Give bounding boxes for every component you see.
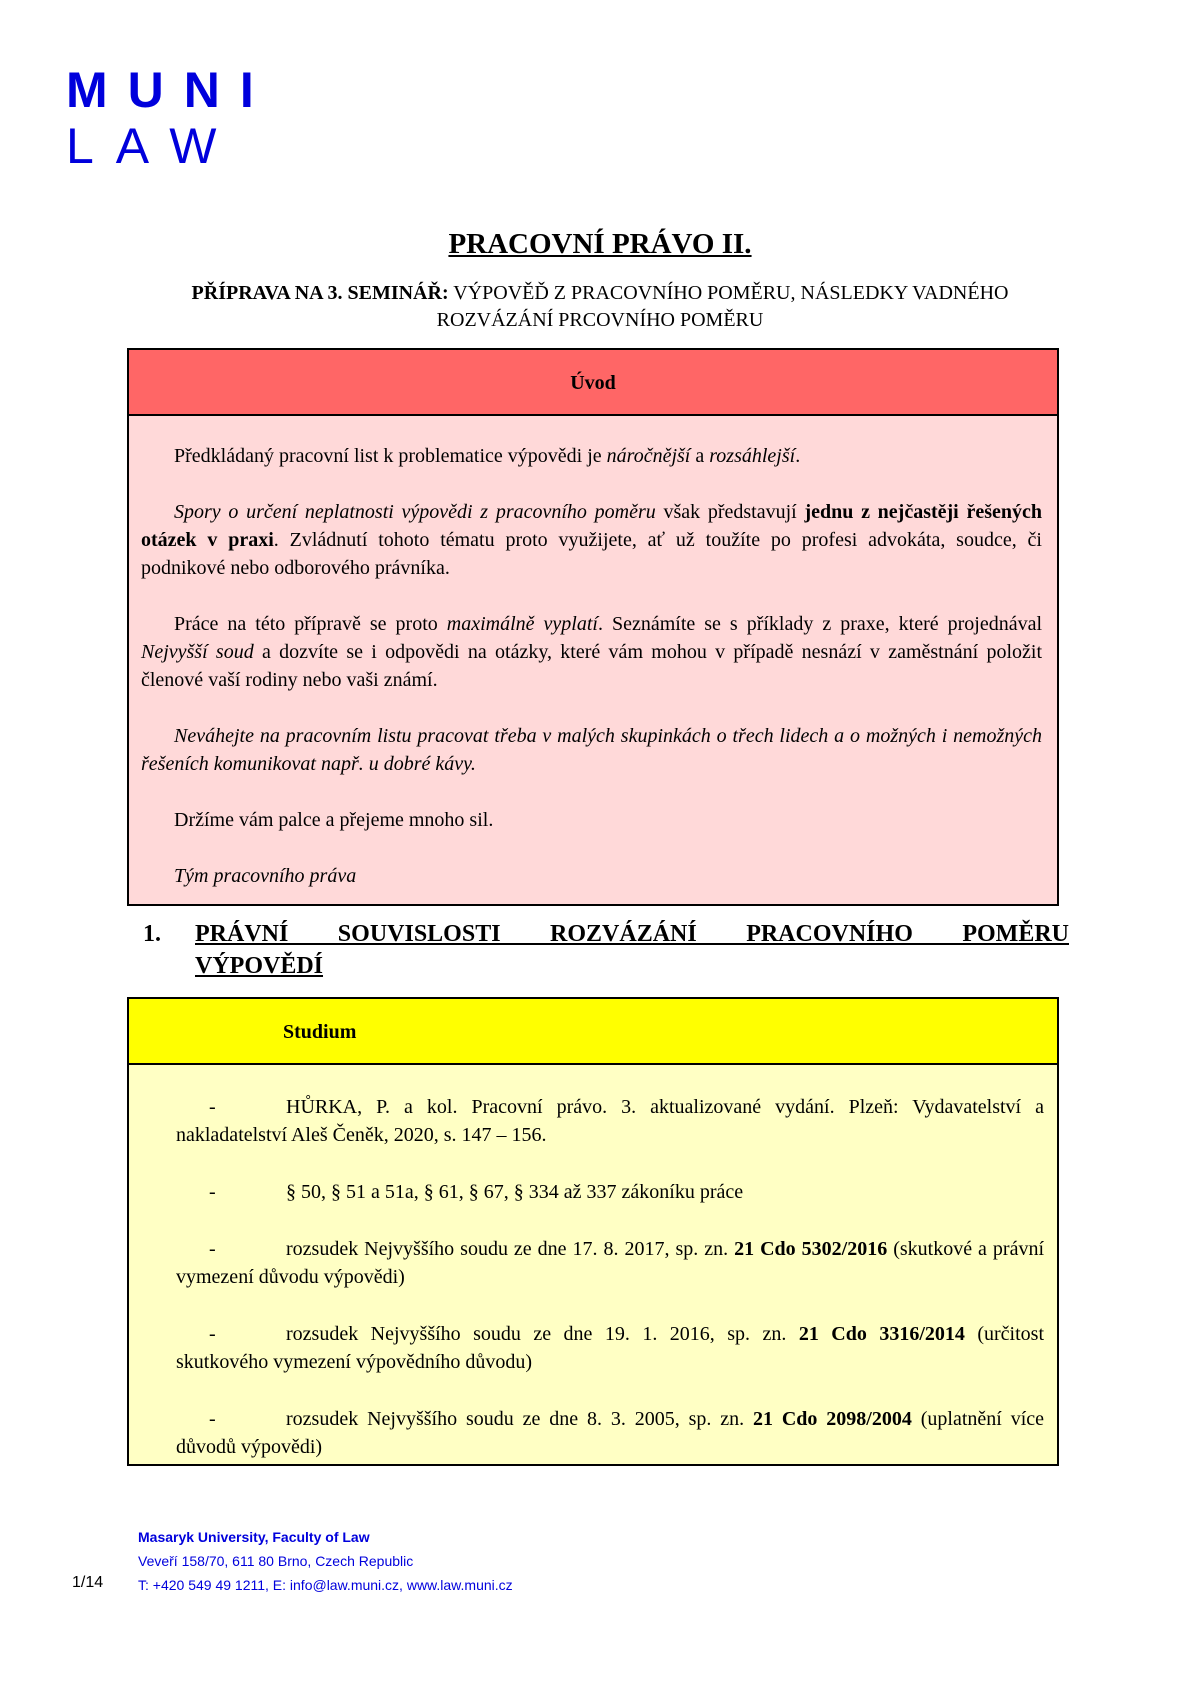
intro-paragraph-1: Předkládaný pracovní list k problematice výpovědi je náročnější a rozsáhlejší. — [174, 445, 801, 467]
study-box — [127, 997, 1059, 1466]
page-number: 1/14 — [72, 1574, 104, 1591]
footer-address: Veveří 158/70, 611 80 Brno, Czech Republic — [138, 1553, 414, 1569]
study-item: - rozsudek Nejvyššího soudu ze dne 8. 3. 2005, sp. zn. 21 Cdo 2098/2004 (uplatnění více důvodů výpovědi) — [176, 1408, 1044, 1458]
study-item: - § 50, § 51 a 51a, § 61, § 67, § 334 až 337 zákoníku práce — [209, 1181, 744, 1203]
intro-box — [127, 348, 1059, 906]
study-item: - rozsudek Nejvyššího soudu ze dne 17. 8. 2017, sp. zn. 21 Cdo 5302/2016 (skutkové a právní vymezení důvodu výpovědi) — [176, 1238, 1044, 1288]
subtitle-rest: VÝPOVĚĎ Z PRACOVNÍHO POMĚRU, NÁSLEDKY VADNÉHO ROZVÁZÁNÍ PRCOVNÍHO POMĚRU — [436, 282, 1009, 331]
footer-contact: T: +420 549 49 1211, E: info@law.muni.cz, www.law.muni.cz — [138, 1577, 513, 1593]
study-item: - HŮRKA, P. a kol. Pracovní právo. 3. aktualizované vydání. Plzeň: Vydavatelství a nakladatelství Aleš Čeněk, 2020, s. 147 – 156. — [176, 1096, 1044, 1146]
intro-paragraph-2: Spory o určení neplatnosti výpovědi z pracovního poměru však představují jednu z nejčastěji řešených otázek v praxi. Zvládnutí tohoto tématu proto využijete, ať už toužíte po profesi advokáta, soudce, či podnikové nebo odborového právníka. — [141, 501, 1042, 579]
intro-heading: Úvod — [129, 350, 1057, 416]
section-1-title-line-2: VÝPOVĚDÍ — [195, 953, 324, 979]
section-1-title-line-1: PRÁVNÍ SOUVISLOSTI ROZVÁZÁNÍ PRACOVNÍHO POMĚRU — [195, 921, 1069, 947]
footer — [138, 1525, 513, 1597]
section-1-heading — [143, 918, 1069, 982]
logo-line-muni: MUNI — [66, 62, 274, 118]
document-subtitle — [150, 280, 1050, 334]
intro-paragraph-4: Neváhejte na pracovním listu pracovat třeba v malých skupinkách o třech lidech a o možných i nemožných řešeních komunikovat např. u dobré kávy. — [141, 725, 1042, 775]
study-item: - rozsudek Nejvyššího soudu ze dne 19. 1. 2016, sp. zn. 21 Cdo 3316/2014 (určitost skutkového vymezení výpovědního důvodu) — [176, 1323, 1045, 1373]
muni-law-logo — [66, 62, 274, 174]
intro-paragraph-5: Držíme vám palce a přejeme mnoho sil. — [174, 809, 494, 831]
footer-organization: Masaryk University, Faculty of Law — [138, 1529, 370, 1545]
study-heading: Studium — [129, 999, 1057, 1065]
intro-paragraph-3: Práce na této přípravě se proto maximálně vyplatí. Seznámíte se s příklady z praxe, které projednával Nejvyšší soud a dozvíte se i odpovědi na otázky, které vám mohou v případě nesnází v zaměstnání položit členové vaší rodiny nebo vaši známí. — [141, 613, 1043, 691]
subtitle-bold: PŘÍPRAVA NA 3. SEMINÁŘ: — [191, 282, 449, 304]
logo-line-law: LAW — [66, 118, 239, 174]
document-title: PRACOVNÍ PRÁVO II. — [448, 228, 752, 260]
study-body — [129, 1065, 1057, 1461]
intro-signature: Tým pracovního práva — [174, 865, 357, 887]
intro-body — [129, 416, 1057, 890]
section-1-number: 1. — [143, 921, 161, 947]
